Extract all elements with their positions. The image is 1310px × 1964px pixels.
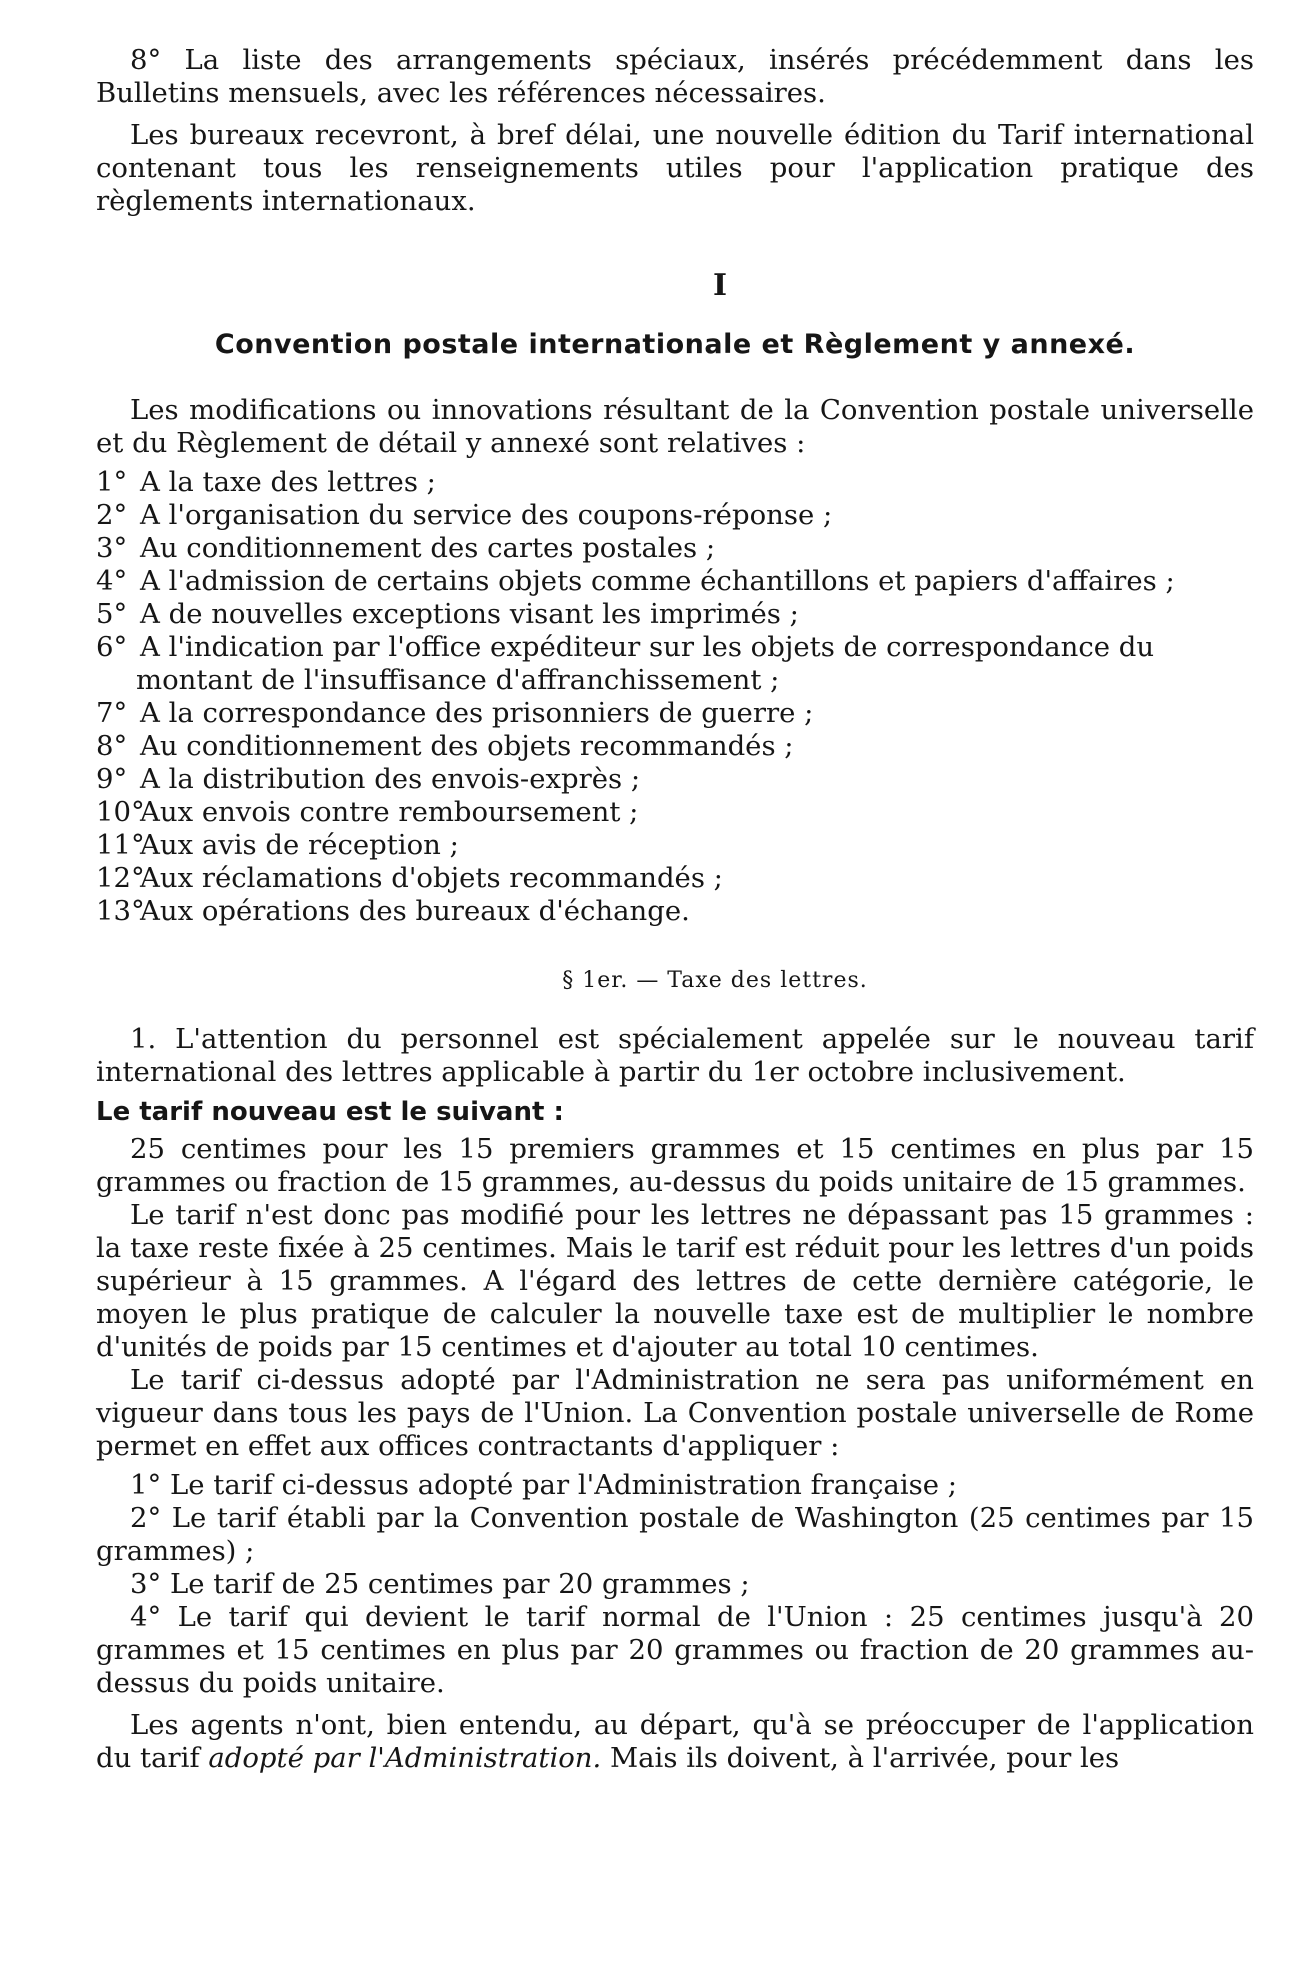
intro-notice: Les bureaux recevront, à bref délai, une nouvelle édition du Tarif international contenant tous les renseignements utiles pour l'application pratique des règlements internationaux.: [96, 119, 1254, 217]
tarif-paragraph-4: Le tarif ci-dessus adopté par l'Administration ne sera pas uniformément en vigueur dans tous les pays de l'Union. La Convention postale universelle de Rome permet en effet aux offices contractants d'appliquer :: [96, 1364, 1254, 1462]
list-item: 4° A l'admission de certains objets comme échantillons et papiers d'affaires ;: [96, 565, 1175, 597]
list-item: 2° A l'organisation du service des coupons-réponse ;: [96, 499, 833, 531]
p5-start: Les agents n'ont, bien entendu, au départ, qu'à se préoccuper de l'application du tarif: [96, 1709, 1254, 1774]
list-item: 7° A la correspondance des prisonniers de guerre ;: [96, 697, 814, 729]
tarif-lead: Le tarif nouveau est le suivant :: [96, 1097, 564, 1127]
list-item: 11°Aux avis de réception ;: [96, 829, 459, 861]
list-item: 1° Le tarif ci-dessus adopté par l'Administration française ;: [130, 1469, 958, 1501]
list-item: 8° Au conditionnement des objets recommandés ;: [96, 730, 794, 762]
p5-end: Mais ils doivent, à l'arrivée, pour les: [610, 1742, 1120, 1774]
section-title: Convention postale internationale et Règlement y annexé.: [214, 329, 1136, 360]
intro-item-8: 8° La liste des arrangements spéciaux, insérés précédemment dans les Bulletins mensuels, avec les références nécessaires.: [96, 44, 1254, 109]
list-item: 5° A de nouvelles exceptions visant les imprimés ;: [96, 598, 799, 630]
list-item: 2° Le tarif établi par la Convention postale de Washington (25 centimes par 15 grammes) ;: [96, 1502, 1254, 1567]
p5-emphasis: adopté par l'Administration.: [208, 1742, 602, 1774]
list-item: 4° Le tarif qui devient le tarif normal de l'Union : 25 centimes jusqu'à 20 grammes et 15 centimes en plus par 20 grammes ou fraction de 20 grammes au-dessus du poids unitaire.: [96, 1601, 1254, 1699]
section-number: I: [712, 268, 728, 303]
tarif-paragraph-2: 25 centimes pour les 15 premiers grammes et 15 centimes en plus par 15 grammes ou fraction de 15 grammes, au-dessus du poids unitaire de 15 grammes.: [96, 1133, 1254, 1198]
modifications-intro: Les modifications ou innovations résultant de la Convention postale universelle et du Règlement de détail y annexé sont relatives :: [96, 394, 1254, 459]
list-item: 10°Aux envois contre remboursement ;: [96, 796, 639, 828]
subsection-heading: § 1er. — Taxe des lettres.: [562, 968, 868, 993]
list-item: 12°Aux réclamations d'objets recommandés ;: [96, 862, 723, 894]
list-item: 3° Le tarif de 25 centimes par 20 grammes ;: [130, 1568, 750, 1600]
list-item: 13°Aux opérations des bureaux d'échange.: [96, 895, 690, 927]
list-item: 1° A la taxe des lettres ;: [96, 466, 436, 498]
tarif-paragraph-1: 1. L'attention du personnel est spécialement appelée sur le nouveau tarif international des lettres applicable à partir du 1er octobre inclusivement.: [96, 1023, 1254, 1088]
list-item: 3° Au conditionnement des cartes postales ;: [96, 532, 716, 564]
list-item: 6° A l'indication par l'office expéditeur sur les objets de correspondance du montant de l'insuffisance d'affranchissement ;: [96, 631, 1155, 696]
tarif-options-list: [96, 1469, 1254, 1700]
list-item: 9° A la distribution des envois-exprès ;: [96, 763, 641, 795]
tarif-paragraph-3: Le tarif n'est donc pas modifié pour les lettres ne dépassant pas 15 grammes : la taxe reste fixée à 25 centimes. Mais le tarif est réduit pour les lettres d'un poids supérieur à 15 grammes. A l'égard des lettres de cette dernière catégorie, le moyen le plus pratique de calculer la nouvelle taxe est de multiplier le nombre d'unités de poids par 15 centimes et d'ajouter au total 10 centimes.: [96, 1199, 1254, 1363]
modifications-list: [96, 466, 1254, 928]
tarif-paragraph-5: [96, 1709, 1254, 1775]
